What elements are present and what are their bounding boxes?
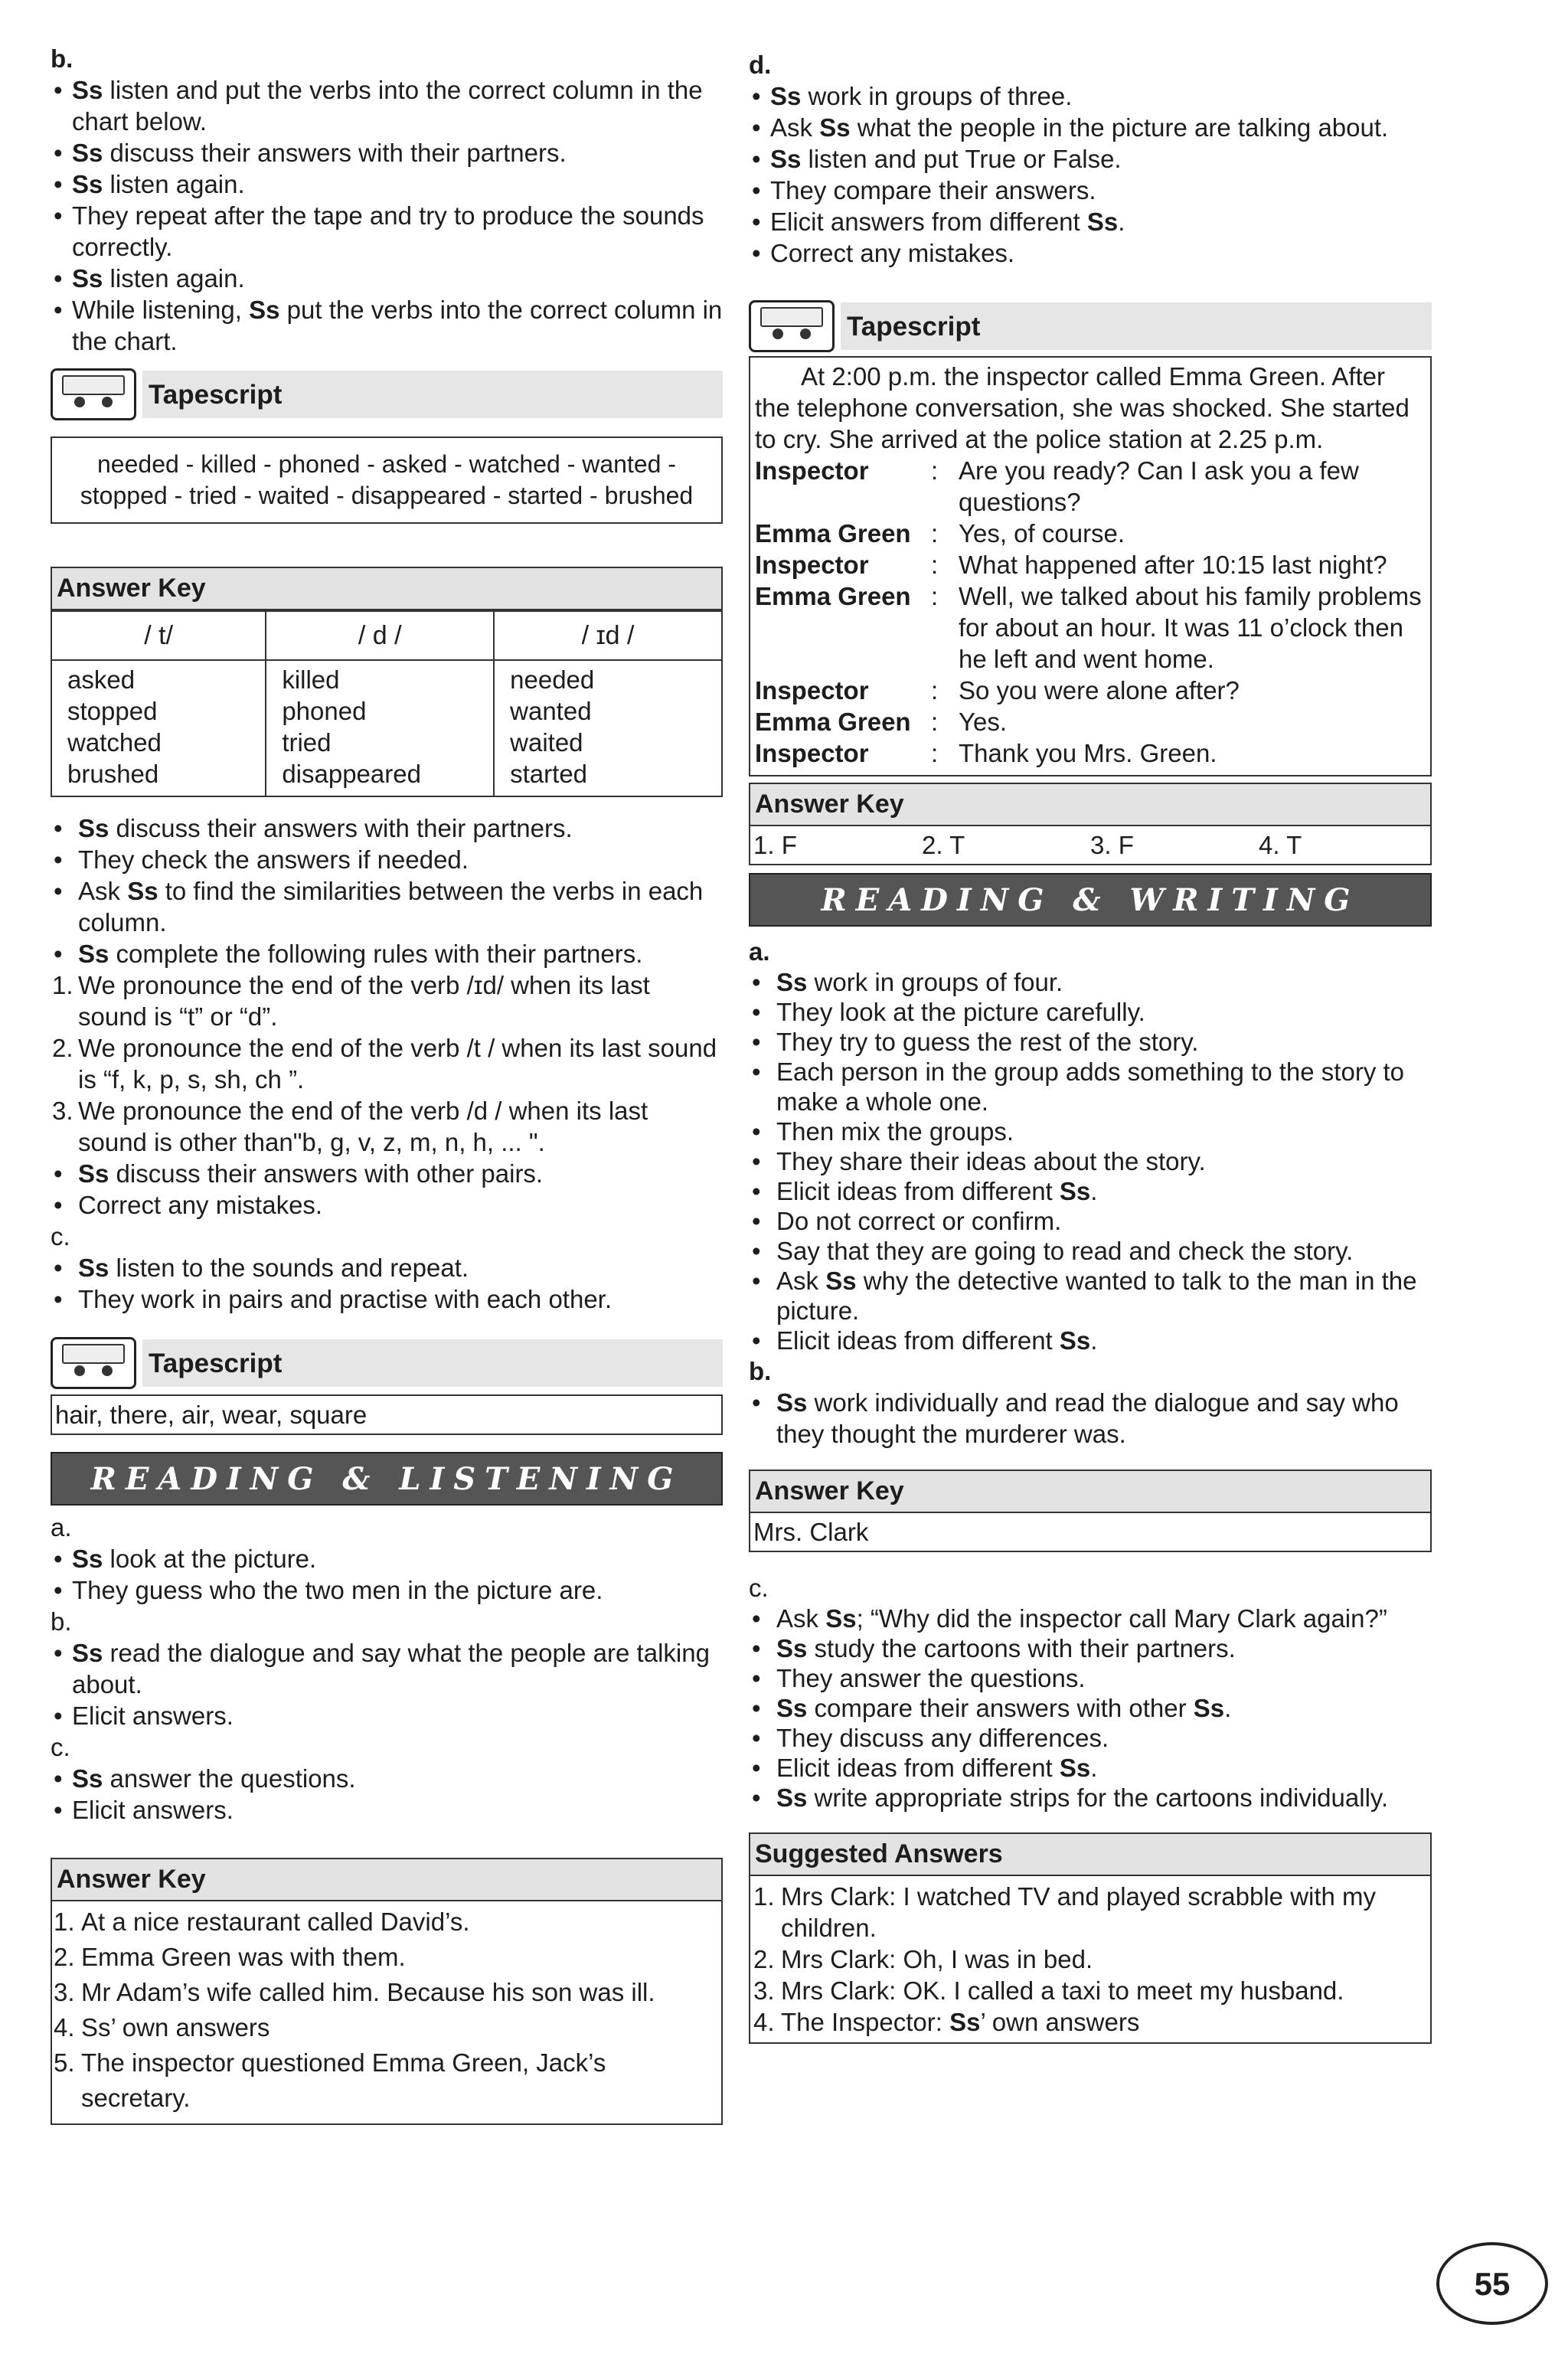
table-cell: phoned <box>266 695 494 727</box>
table-cell: watched <box>51 727 266 758</box>
answer-list <box>753 1881 1427 2038</box>
list-item: • They compare their answers. <box>749 175 1432 206</box>
bullet-list-after-rules <box>51 1158 723 1221</box>
list-item: • They repeat after the tape and try to produce the sounds correctly. <box>51 200 723 263</box>
list-item: 3. We pronounce the end of the verb /d / when its last sound is other than"b, g, v, z, m, n, h, ... ". <box>52 1097 648 1156</box>
answer-key-body <box>51 1901 723 2125</box>
rules-list <box>51 969 723 1158</box>
colon: : <box>931 519 939 548</box>
list-item: 4. Ss’ own answers <box>54 2013 270 2042</box>
speaker: Inspector <box>755 676 869 705</box>
list-item: • Ss listen to the sounds and repeat. <box>51 1252 723 1283</box>
bullet-list-c2 <box>51 1763 723 1826</box>
list-item: • Ask Ss to find the similarities between the verbs in each column. <box>51 875 723 938</box>
right-column <box>749 43 1432 2044</box>
line: What happened after 10:15 last night? <box>959 551 1387 579</box>
answer: 1. F <box>753 831 797 859</box>
bullet-list-c <box>51 1252 723 1315</box>
tapescript-box: hair, there, air, wear, square <box>51 1394 723 1435</box>
answer-key-body: Mrs. Clark <box>749 1513 1432 1552</box>
bullet-list-a <box>749 967 1432 1355</box>
speaker: Emma Green <box>755 582 911 610</box>
list-item: • Ss listen and put the verbs into the correct column in the chart below. <box>51 74 723 137</box>
list-item: • Say that they are going to read and check the story. <box>749 1236 1432 1266</box>
section-label-b: b. <box>51 44 74 73</box>
list-item: 1. At a nice restaurant called David’s. <box>54 1908 470 1936</box>
table-cell: disappeared <box>266 758 494 796</box>
tapescript-box <box>749 356 1432 776</box>
answer-key-title: Answer Key <box>51 1858 723 1901</box>
speaker: Emma Green <box>755 519 911 548</box>
colon: : <box>931 708 939 736</box>
list-item: 2. Mrs Clark: Oh, I was in bed. <box>753 1945 1093 1973</box>
list-item: • Ss look at the picture. <box>51 1543 723 1574</box>
section-label-a: a. <box>51 1513 72 1541</box>
left-column <box>51 43 723 2125</box>
answer: 2. T <box>922 831 965 859</box>
page-number: 55 <box>1436 2242 1548 2325</box>
list-item: • Ss listen again. <box>51 263 723 294</box>
section-label-d: d. <box>749 51 772 79</box>
answer: 4. T <box>1259 831 1302 859</box>
line: Thank you Mrs. Green. <box>959 739 1217 767</box>
colon: : <box>931 551 939 579</box>
answer-key-body <box>749 826 1432 865</box>
tapescript-header <box>51 1336 723 1390</box>
line: Well, we talked about his family problems for about an hour. It was 11 o’clock then he left and went home. <box>959 582 1422 673</box>
answer-key-title: Answer Key <box>749 1470 1432 1513</box>
list-item: • Then mix the groups. <box>749 1116 1432 1146</box>
list-item: • Ss compare their answers with other Ss. <box>749 1693 1432 1723</box>
cassette-icon <box>51 368 136 420</box>
list-item: • They share their ideas about the story. <box>749 1146 1432 1176</box>
table-cell: started <box>494 758 722 796</box>
list-item: • Ss listen and put True or False. <box>749 143 1432 175</box>
table-cell: brushed <box>51 758 266 796</box>
list-item: • Elicit answers. <box>51 1794 723 1826</box>
list-item: 4. The Inspector: Ss’ own answers <box>753 2008 1140 2036</box>
list-item: 2. Emma Green was with them. <box>54 1943 406 1971</box>
colon: : <box>931 456 939 485</box>
bullet-list-after-key <box>51 812 723 969</box>
list-item: • Elicit ideas from different Ss. <box>749 1753 1432 1783</box>
list-item: • Correct any mistakes. <box>51 1189 723 1221</box>
colon: : <box>931 739 939 767</box>
line: So you were alone after? <box>959 676 1240 705</box>
table-cell: tried <box>266 727 494 758</box>
speaker: Inspector <box>755 739 869 767</box>
tapescript-header <box>51 368 723 421</box>
colon: : <box>931 676 939 705</box>
list-item: • Elicit answers from different Ss. <box>749 206 1432 237</box>
line: Yes. <box>959 708 1008 736</box>
answer: 3. F <box>1090 831 1134 859</box>
section-label-b2: b. <box>51 1607 72 1636</box>
bullet-list-d <box>749 80 1432 269</box>
speaker: Inspector <box>755 456 869 485</box>
list-item: • While listening, Ss put the verbs into the correct column in the chart. <box>51 294 723 357</box>
table-cell: waited <box>494 727 722 758</box>
table-cell: asked <box>51 660 266 695</box>
list-item: • Ss work individually and read the dialogue and say who they thought the murderer was. <box>749 1387 1432 1450</box>
section-label-c: c. <box>749 1574 769 1602</box>
line: Yes, of course. <box>959 519 1125 548</box>
list-item: • They work in pairs and practise with each other. <box>51 1283 723 1315</box>
answer-key-title: Answer Key <box>51 567 723 610</box>
column-header: / ɪd / <box>494 611 722 660</box>
list-item: • Ss discuss their answers with other pairs. <box>51 1158 723 1189</box>
tapescript-title: Tapescript <box>142 1339 723 1387</box>
section-label-c2: c. <box>51 1733 70 1761</box>
list-item: • Elicit ideas from different Ss. <box>749 1326 1432 1355</box>
list-item: • Ss read the dialogue and say what the people are talking about. <box>51 1637 723 1700</box>
list-item: • They discuss any differences. <box>749 1723 1432 1753</box>
list-item: • Ss discuss their answers with their partners. <box>51 812 723 844</box>
speaker: Inspector <box>755 551 869 579</box>
table-cell: wanted <box>494 695 722 727</box>
list-item: • They check the answers if needed. <box>51 844 723 875</box>
section-label-b: b. <box>749 1357 772 1385</box>
list-item: 3. Mr Adam’s wife called him. Because his son was ill. <box>54 1978 655 2006</box>
tapescript-intro: At 2:00 p.m. the inspector called Emma Green. After the telephone conversation, she was shocked. She started to cry. She arrived at the police station at 2.25 p.m. <box>755 362 1410 453</box>
bullet-list-b2 <box>51 1637 723 1731</box>
column-header: / d / <box>266 611 494 660</box>
colon: : <box>931 582 939 610</box>
suggested-answers-title: Suggested Answers <box>749 1832 1432 1876</box>
answer-list <box>54 1904 720 2116</box>
section-banner: READING & LISTENING <box>51 1452 723 1505</box>
tapescript-title: Tapescript <box>841 302 1432 350</box>
list-item: • They look at the picture carefully. <box>749 997 1432 1027</box>
list-item: • Ss work in groups of three. <box>749 80 1432 112</box>
tapescript-title: Tapescript <box>142 371 723 418</box>
table-cell: killed <box>266 660 494 695</box>
section-label-a: a. <box>749 937 770 966</box>
list-item: • They guess who the two men in the picture are. <box>51 1574 723 1606</box>
suggested-answers-body <box>749 1876 1432 2044</box>
tapescript-box: needed - killed - phoned - asked - watched - wanted - stopped - tried - waited - disappeared - started - brushed <box>51 436 723 524</box>
list-item: • Elicit ideas from different Ss. <box>749 1176 1432 1206</box>
bullet-list-b <box>51 74 723 357</box>
column-header: / t/ <box>51 611 266 660</box>
list-item: • Ask Ss; “Why did the inspector call Mary Clark again?” <box>749 1604 1432 1633</box>
answer-key-title: Answer Key <box>749 783 1432 826</box>
table-cell: needed <box>494 660 722 695</box>
cassette-icon <box>51 1337 136 1389</box>
dialogue <box>755 455 1426 769</box>
list-item: 5. The inspector questioned Emma Green, Jack’s secretary. <box>54 2048 606 2112</box>
list-item: • Ss write appropriate strips for the cartoons individually. <box>749 1783 1432 1813</box>
list-item: • Correct any mistakes. <box>749 237 1432 269</box>
bullet-list-a <box>51 1543 723 1606</box>
section-label-c: c. <box>51 1222 70 1250</box>
list-item: • Ss discuss their answers with their partners. <box>51 137 723 168</box>
list-item: • They answer the questions. <box>749 1663 1432 1693</box>
list-item: • Ask Ss what the people in the picture are talking about. <box>749 112 1432 143</box>
list-item: • Ss study the cartoons with their partners. <box>749 1633 1432 1663</box>
list-item: • Ss complete the following rules with their partners. <box>51 938 723 969</box>
list-item: • Each person in the group adds something to the story to make a whole one. <box>749 1057 1432 1116</box>
list-item: 1. We pronounce the end of the verb /ɪd/ when its last sound is “t” or “d”. <box>52 971 650 1031</box>
list-item: 1. Mrs Clark: I watched TV and played scrabble with my children. <box>753 1882 1377 1942</box>
list-item: • Ask Ss why the detective wanted to talk to the man in the picture. <box>749 1266 1432 1326</box>
bullet-list-b <box>749 1387 1432 1450</box>
list-item: 3. Mrs Clark: OK. I called a taxi to meet my husband. <box>753 1976 1344 2005</box>
speaker: Emma Green <box>755 708 911 736</box>
list-item: • They try to guess the rest of the story. <box>749 1027 1432 1057</box>
list-item: • Ss answer the questions. <box>51 1763 723 1794</box>
list-item: 2. We pronounce the end of the verb /t / when its last sound is “f, k, p, s, sh, ch ”. <box>52 1034 717 1094</box>
list-item: • Elicit answers. <box>51 1700 723 1731</box>
answer-key-table <box>51 610 723 797</box>
bullet-list-c <box>749 1604 1432 1813</box>
line: Are you ready? Can I ask you a few questions? <box>959 456 1359 516</box>
list-item: • Do not correct or confirm. <box>749 1206 1432 1236</box>
tapescript-header <box>749 299 1432 353</box>
table-cell: stopped <box>51 695 266 727</box>
section-banner: READING & WRITING <box>749 873 1432 927</box>
list-item: • Ss listen again. <box>51 168 723 200</box>
list-item: • Ss work in groups of four. <box>749 967 1432 997</box>
cassette-icon <box>749 300 835 352</box>
